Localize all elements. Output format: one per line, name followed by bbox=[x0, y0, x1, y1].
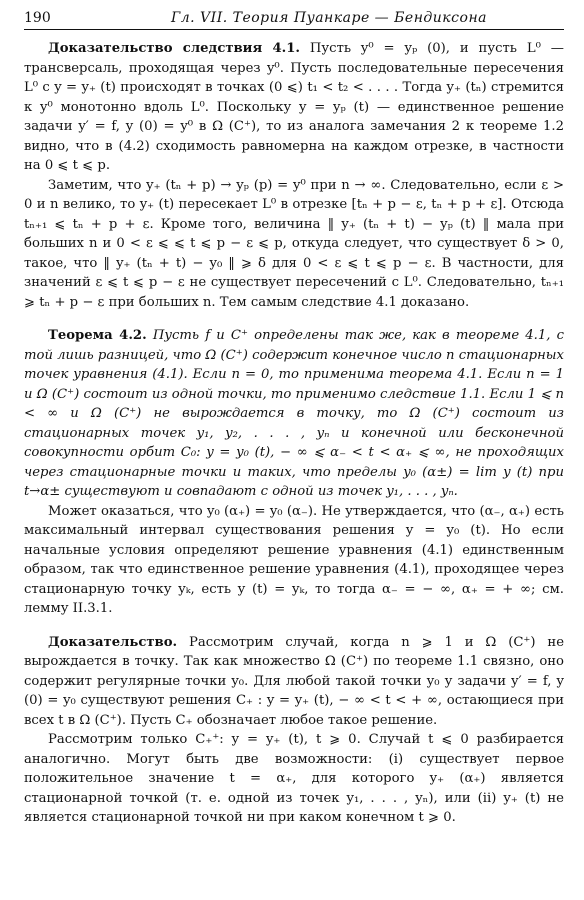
proof-paragraph-1 bbox=[24, 633, 564, 731]
proof-title: Доказательство. bbox=[48, 634, 178, 650]
proof-paragraph-2: Рассмотрим только C₊⁺: y = y₊ (t), t ⩾ 0. Случай t ⩽ 0 разбирается аналогично. Могут быть две возможности: (i) существует первое положительное значение t = α₊, для которого y₊ (α₊) является стационарной точкой (т. е. одной из точек y₁, . . . , yₙ), или (ii) y₊ (t) не является стационарной точкой ни при каком конечном t ⩾ 0. bbox=[24, 732, 564, 825]
theorem-paragraph bbox=[24, 326, 564, 502]
theorem-title: Теорема 4.2. bbox=[48, 328, 147, 343]
page-header bbox=[24, 10, 564, 30]
corollary-proof-paragraph-1 bbox=[24, 39, 564, 176]
running-head: Гл. VII. Теория Пуанкаре — Бендиксона bbox=[170, 10, 488, 26]
corollary-proof-paragraph-2: Заметим, что y₊ (tₙ + p) → yₚ (p) = y⁰ при n → ∞. Следовательно, если ε > 0 и n велико, то y₊ (t) пересекает L⁰ в отрезке [tₙ + p − ε, tₙ + p + ε]. Отсюда tₙ₊₁ ⩽ tₙ + p + ε. Кроме того, величина ‖ y₊ (tₙ + t) − yₚ (t) ‖ мала при больших n и 0 < ε ⩽ ⩽ t ⩽ p − ε ⩽ p, откуда следует, что существует δ > 0, такое, что ‖ y₊ (tₙ + t) − y₀ ‖ ⩾ δ для 0 < ε ⩽ t ⩽ p − ε. В частности, для значений ε ⩽ t ⩽ p − ε не существует пересечений с L⁰. Следовательно, tₙ₊₁ ⩾ tₙ + p − ε при больших n. Тем самым следствие 4.1 доказано. bbox=[24, 177, 564, 310]
proof-text-1: Рассмотрим случай, когда n ⩾ 1 и Ω (C⁺) не вырождается в точку. Так как множество Ω (C⁺) по теореме 1.1 связно, оно содержит регулярные точки y₀. Для любой такой точки y₀ у задачи y′ = f, y (0) = y₀ существуют решения C₊ : y = y₊ (t), − ∞ < t < + ∞, остающиеся при всех t в Ω (C⁺). Пусть C₊ обозначает любое такое решение. bbox=[24, 634, 564, 728]
corollary-proof-text-1: Пусть y⁰ = yₚ (0), и пусть L⁰ — трансверсаль, проходящая через y⁰. Пусть последовательные пересечения L⁰ с y = y₊ (t) происходят в точках (0 ⩽) t₁ < t₂ < . . . . Тогда y₊ (tₙ) стремится к y⁰ монотонно вдоль L⁰. Поскольку y = yₚ (t) — единственное решение задачи y′ = f, y (0) = y⁰ в Ω (C⁺), то из аналога замечания 2 к теореме 1.2 видно, что в (4.2) сходимость равномерна на каждом отрезке, в частности на 0 ⩽ t ⩽ p. bbox=[24, 41, 564, 173]
page-number: 190 bbox=[24, 10, 51, 26]
theorem-statement: Пусть f и C⁺ определены так же, как в теореме 4.1, с той лишь разницей, что Ω (C⁺) содержит конечное число n стационарных точек уравнения (4.1). Если n = 0, то применима теорема 4.1. Если n = 1 и Ω (C⁺) состоит из одной точки, то применимо следствие 1.1. Если 1 ⩽ n < ∞ и Ω (C⁺) не вырождается в точку, то Ω (C⁺) состоит из стационарных точек y₁, y₂, . . . , yₙ и конечной или бесконечной совокупности орбит C₀: y = y₀ (t), − ∞ ⩽ α₋ < t < α₊ ⩽ ∞, не проходящих через стационарные точки и таких, что пределы y₀ (α±) = lim y (t) при t→α± существуют и совпадают с одной из точек y₁, . . . , yₙ. bbox=[24, 328, 564, 499]
corollary-proof-title: Доказательство следствия 4.1. bbox=[48, 41, 301, 56]
theorem-remark: Может оказаться, что y₀ (α₊) = y₀ (α₋). Не утверждается, что (α₋, α₊) есть максимальный интервал существования решения y = y₀ (t). Но если начальные условия определяют решение уравнения (4.1) единственным образом, так что единственное решение уравнения (4.1), проходящее через стационарную точку yₖ, есть y (t) = yₖ, то тогда α₋ = − ∞, α₊ = + ∞; см. лемму II.3.1. bbox=[24, 503, 564, 616]
